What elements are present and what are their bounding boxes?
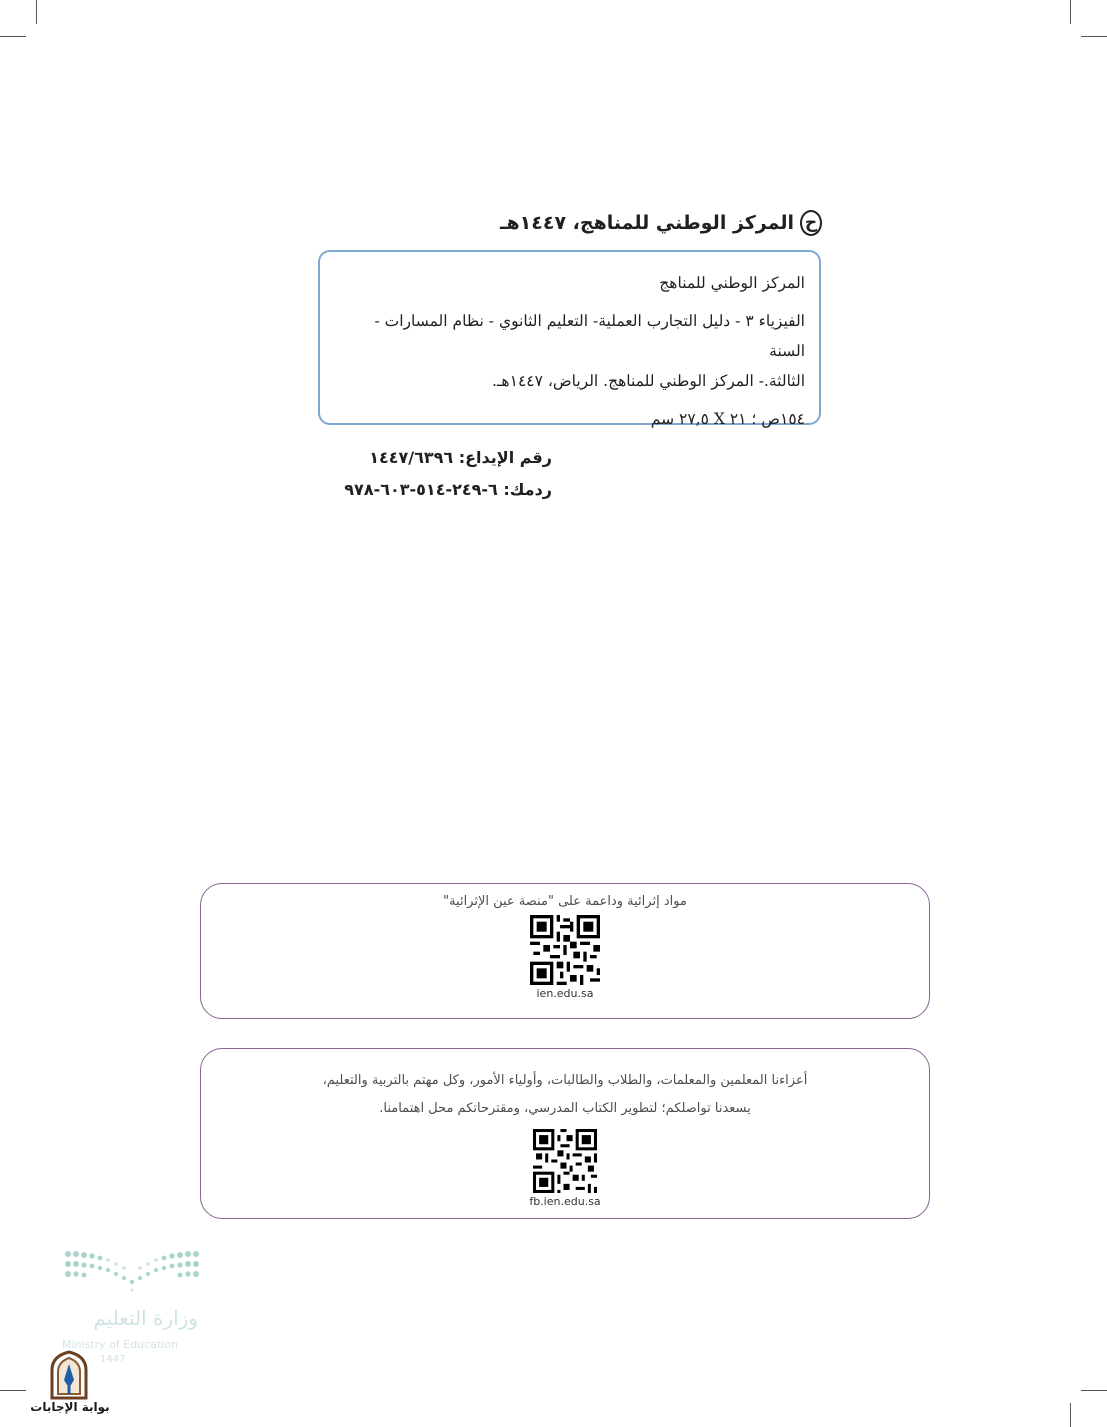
- feedback-url[interactable]: fb.ien.edu.sa: [529, 1195, 601, 1208]
- copyright-symbol: ح: [800, 210, 822, 236]
- catalog-author: المركز الوطني للمناهج: [659, 274, 805, 292]
- answers-portal-logo-icon: [48, 1350, 90, 1400]
- crop-mark: [1070, 1403, 1071, 1427]
- cataloging-in-publication-box: [318, 250, 821, 428]
- catalog-extent: ١٥٤ص ؛ ٢١ X ٢٧,٥ سم: [650, 410, 805, 428]
- crop-mark: [1081, 36, 1107, 37]
- feedback-line: أعزاءنا المعلمين والمعلمات، والطلاب والطالبات، وأولياء الأمور، وكل مهتم بالتربية والتعليم،: [322, 1073, 808, 1088]
- crop-mark: [1070, 0, 1071, 24]
- ministry-name-ar: وزارة التعليم: [93, 1306, 198, 1330]
- ministry-year: 1447: [100, 1354, 126, 1365]
- enrichment-url[interactable]: ien.edu.sa: [536, 987, 594, 1000]
- answers-portal-watermark: بوابة الإجابات: [30, 1400, 110, 1414]
- crop-mark: [36, 0, 37, 24]
- feedback-line: يسعدنا تواصلكم؛ لتطوير الكتاب المدرسي، ومقترحاتكم محل اهتمامنا.: [379, 1101, 751, 1116]
- enrichment-text: مواد إثرائية وداعمة على "منصة عين الإثرائية": [443, 894, 687, 909]
- isbn: ردمك: ٦-٢٤٩-٥١٤-٦٠٣-٩٧٨: [344, 480, 552, 499]
- qr-code-icon[interactable]: [530, 915, 600, 985]
- catalog-description-line: الفيزياء ٣ - دليل التجارب العملية- التعليم الثانوي - نظام المسارات - السنة: [374, 312, 805, 360]
- crop-mark: [1081, 1390, 1107, 1391]
- deposit-number: رقم الإيداع: ١٤٤٧/٦٣٩٦: [369, 448, 552, 467]
- deposit-block: [330, 442, 552, 506]
- enrichment-box: [200, 883, 930, 1019]
- ministry-logo-icon: [62, 1248, 202, 1294]
- crop-mark: [0, 1390, 26, 1391]
- copyright-text: المركز الوطني للمناهج، ١٤٤٧هـ: [500, 212, 795, 234]
- qr-code-icon[interactable]: [533, 1129, 597, 1193]
- copyright-line: [500, 210, 822, 236]
- catalog-description-line: الثالثة.- المركز الوطني للمناهج. الرياض، ١٤٤٧هـ.: [491, 372, 805, 390]
- feedback-text: [201, 1067, 929, 1123]
- feedback-box: [200, 1048, 930, 1219]
- ministry-name-en: Ministry of Education: [62, 1338, 179, 1351]
- crop-mark: [0, 36, 26, 37]
